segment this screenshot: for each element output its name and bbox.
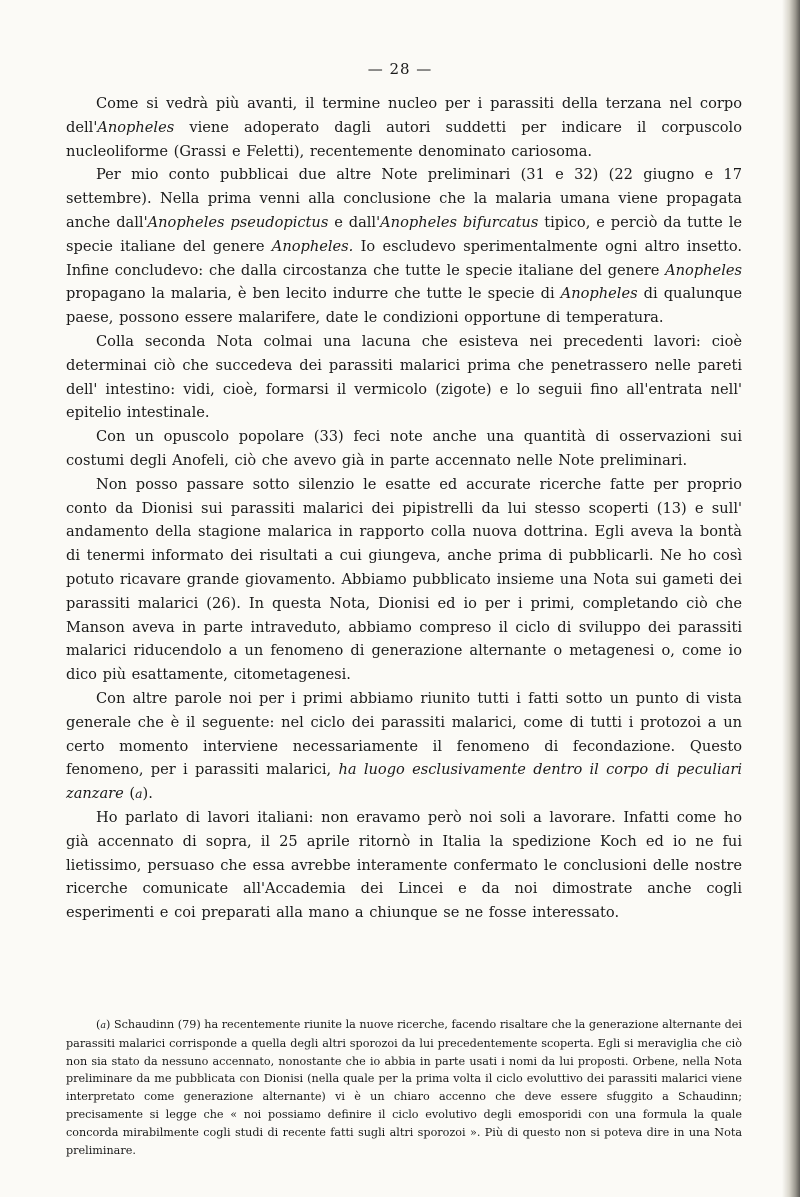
footnote-mark-close: ) <box>106 1018 111 1031</box>
paragraph-2-italic-j: Anopheles <box>560 285 638 303</box>
footnote-reference: a <box>135 786 143 802</box>
body-text <box>66 92 742 925</box>
paragraph-2-text-g: Io escludevo sperimentalmente ogni altro insetto. Infine concludevo: che dalla circostanza che tutte le specie italiane del genere <box>66 237 743 279</box>
paragraph-2-italic-b: Anopheles pseudopictus <box>147 213 329 231</box>
footnote-mark: a <box>100 1020 107 1031</box>
paragraph-2-text-a: Per mio conto pubblicai due altre Note preliminari (31 e 32) (22 giugno e 17 settembre). Nella prima venni alla conclusione che la malaria umana viene propagata anche dall' <box>66 166 742 231</box>
paragraph-4: Con un opuscolo popolare (33) feci note anche una quantità di osservazioni sui costumi degli Anofeli, ciò che avevo già in parte accennato nelle Note preliminari. <box>66 428 742 469</box>
paragraph-2-italic-f: Anopheles. <box>271 237 354 255</box>
paragraph-2-text-k: di qualunque paese, possono essere malarifere, date le condizioni opportune di temperatura. <box>66 285 742 327</box>
paragraph-1-text: Come si vedrà più avanti, il termine nucleo per i parassiti della terzana nel corpo dell' <box>66 95 742 136</box>
paragraph-6-text-c: ( <box>123 785 136 803</box>
paragraph-2 <box>66 163 742 330</box>
paragraph-6-italic: ha luogo esclusivamente dentro il corpo di peculiari zanzare <box>66 761 742 803</box>
paragraph-2-italic-d: Anopheles bifurcatus <box>380 213 539 231</box>
paragraph-2-italic-h: Anopheles <box>665 261 742 279</box>
footnote <box>66 1016 742 1159</box>
paragraph-1-text-end: viene adoperato dagli autori suddetti per indicare il corpuscolo nucleoliforme (Grassi e Feletti), recentemente denominato cariosoma. <box>66 118 742 160</box>
paragraph-1 <box>66 92 742 163</box>
paragraph-2-text-e: tipico, e perciò da tutte le specie italiane del genere <box>66 213 742 255</box>
footnote-text: Schaudinn (79) ha recentemente riunite la nuove ricerche, facendo risaltare che la generazione alternante dei parassiti malarici corrisponde a quella degli altri sporozoi da lui precedentemente scoperta. Egli si meraviglia che ciò non sia stato da nessuno accennato, nonostante che io abbia in parte usati i nomi da lui proposti. Orbene, nella Nota preliminare da me pubblicata con Dionisi (nella quale per la prima volta il ciclo evoluttivo dei parassiti malarici viene interpretato come generazione alternante) vi è un chiaro accenno che deve essere sfuggito a Schaudinn; precisamente si legge che « noi possiamo definire il ciclo evolutivo degli emosporidi con una formula la quale concorda mirabilmente cogli studi di recente fatti sugli altri sporozoi ». Più di questo non si poteva dire in una Nota preliminare. <box>66 1018 742 1157</box>
page-number: — 28 — <box>367 60 433 78</box>
paragraph-6 <box>66 687 742 806</box>
paragraph-7: Ho parlato di lavori italiani: non eravamo però noi soli a lavorare. Infatti come ho già accennato di sopra, il 25 aprile ritornò in Italia la spedizione Koch ed io ne fui lietissimo, persuaso che essa avrebbe interamente confermato le conclusioni delle nostre ricerche comunicate all'Accademia dei Lincei e da noi dimostrate anche cogli esperimenti e coi preparati alla mano a chiunque se ne fosse interessato. <box>66 808 742 922</box>
footnote-paragraph <box>66 1016 742 1159</box>
paragraph-1-italic: Anopheles <box>97 118 175 136</box>
paragraph-6-text-a: Con altre parole noi per i primi abbiamo riunito tutti i fatti sotto un punto di vista generale che è il seguente: nel ciclo dei parassiti malarici, come di tutti i protozoi a un certo momento interviene necessariamente il fenomeno di fecondazione. Questo fenomeno, per i parassiti malarici, <box>66 689 742 779</box>
paragraph-2-text-i: propagano la malaria, è ben lecito indurre che tutte le specie di <box>66 285 561 303</box>
paragraph-3: Colla seconda Nota colmai una lacuna che esisteva nei precedenti lavori: cioè determinai ciò che succedeva dei parassiti malarici prima che penetrassero nelle pareti dell' intestino: vidi, cioè, formarsi il vermicolo (zigote) e lo seguii fino all'entrata nell' epitelio intestinale. <box>66 332 742 422</box>
footnote-mark-open: ( <box>96 1018 101 1031</box>
page-edge-shadow <box>782 0 800 1197</box>
paragraph-2-text-c: e dall' <box>328 213 381 231</box>
paragraph-5: Non posso passare sotto silenzio le esatte ed accurate ricerche fatte per proprio conto da Dionisi sui parassiti malarici dei pipistrelli da lui stesso scoperti (13) e sull' andamento della stagione malarica in rapporto colla nuova dottrina. Egli aveva la bontà di tenermi informato dei risultati a cui giungeva, anche prima di pubblicarli. Ne ho così potuto ricavare grande giovamento. Abbiamo pubblicato insieme una Nota sui gameti dei parassiti malarici (26). In questa Nota, Dionisi ed io per i primi, completando ciò che Manson aveva in parte intraveduto, abbiamo compreso il ciclo di sviluppo dei parassiti malarici riducendolo a un fenomeno di generazione alternante o metagenesi o, come io dico più esattamente, citometagenesi. <box>66 475 742 684</box>
paragraph-6-text-e: ). <box>142 785 153 803</box>
